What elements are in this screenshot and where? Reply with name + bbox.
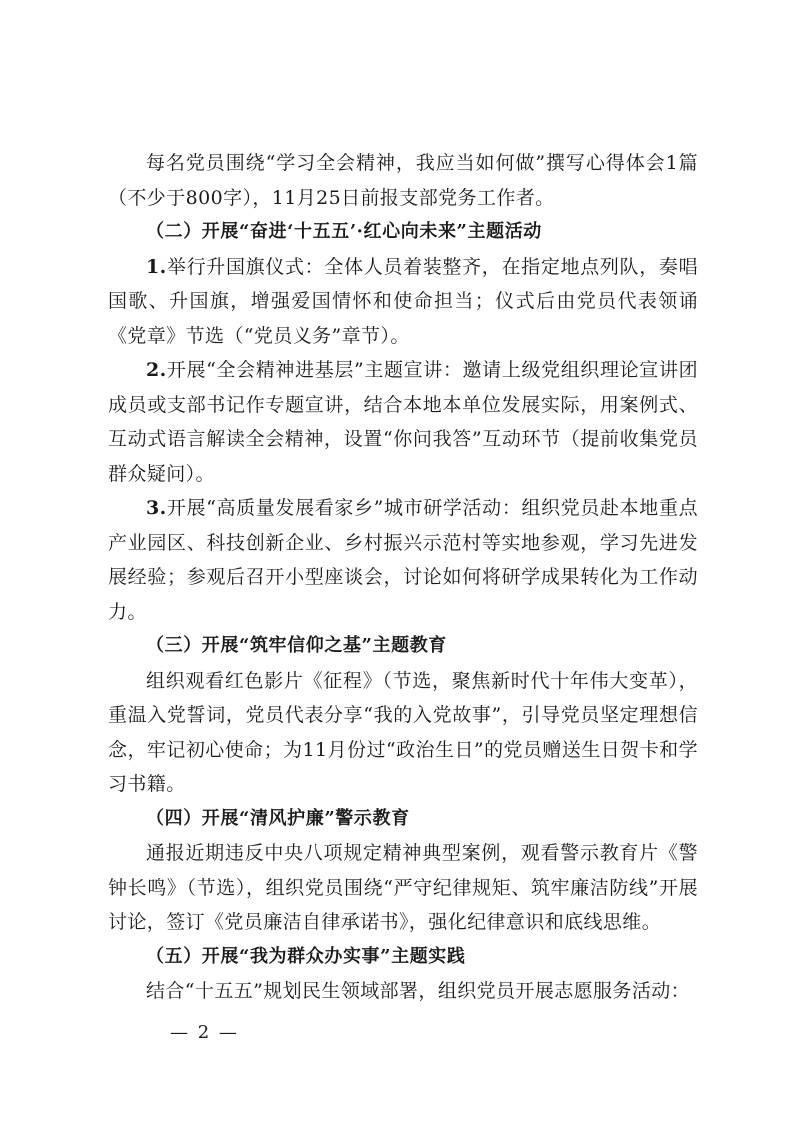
section-heading-3: （三）开展“筑牢信仰之基”主题教育 [146, 635, 447, 656]
paragraph-volunteer-service: 结合“十五五”规划民生领域部署，组织党员开展志愿服务活动： [146, 980, 691, 1002]
section-heading-2: （二）开展“奋进‘十五五’·红心向未来”主题活动 [146, 221, 542, 242]
section-heading-4: （四）开展“清风护廉”警示教育 [146, 807, 410, 829]
paragraph-essay-requirement: 每名党员围绕“学习全会精神，我应当如何做”撰写心得体会1篇（不少于800字），11月25日前报支部党务工作者。 [108, 152, 698, 209]
paragraph-film-viewing: 组织观看红色影片《征程》（节选，聚焦新时代十年伟大变革），重温入党誓词，党员代表分享“我的入党故事”，引导党员坚定理想信念，牢记初心使命；为11月份过“政治生日”的党员赠送生日贺卡和学习书籍。 [108, 669, 698, 795]
paragraph-study-tour: 3.开展“高质量发展看家乡”城市研学活动：组织党员赴本地重点产业园区、科技创新企业、乡村振兴示范村等实地参观，学习先进发展经验；参观后召开小型座谈会，讨论如何将研学成果转化为工作动力。 [108, 497, 698, 623]
document-body [108, 146, 698, 1009]
paragraph-warning-education: 通报近期违反中央八项规定精神典型案例，观看警示教育片《警钟长鸣》（节选），组织党员围绕“严守纪律规矩、筑牢廉洁防线”开展讨论，签订《党员廉洁自律承诺书》，强化纪律意识和底线思维。 [108, 842, 698, 933]
page-number: — 2 — [170, 1022, 239, 1043]
paragraph-lecture: 2.开展“全会精神进基层”主题宣讲：邀请上级党组织理论宣讲团成员或支部书记作专题宣讲，结合本地本单位发展实际，用案例式、互动式语言解读全会精神，设置“你问我答”互动环节（提前收集党员群众疑问）。 [108, 359, 698, 485]
paragraph-flag-ceremony: 1.举行升国旗仪式：全体人员着装整齐，在指定地点列队，奏唱国歌、升国旗，增强爱国情怀和使命担当；仪式后由党员代表领诵《党章》节选（“党员义务”章节）。 [108, 255, 698, 347]
section-heading-5: （五）开展“我为群众办实事”主题实践 [146, 945, 466, 967]
